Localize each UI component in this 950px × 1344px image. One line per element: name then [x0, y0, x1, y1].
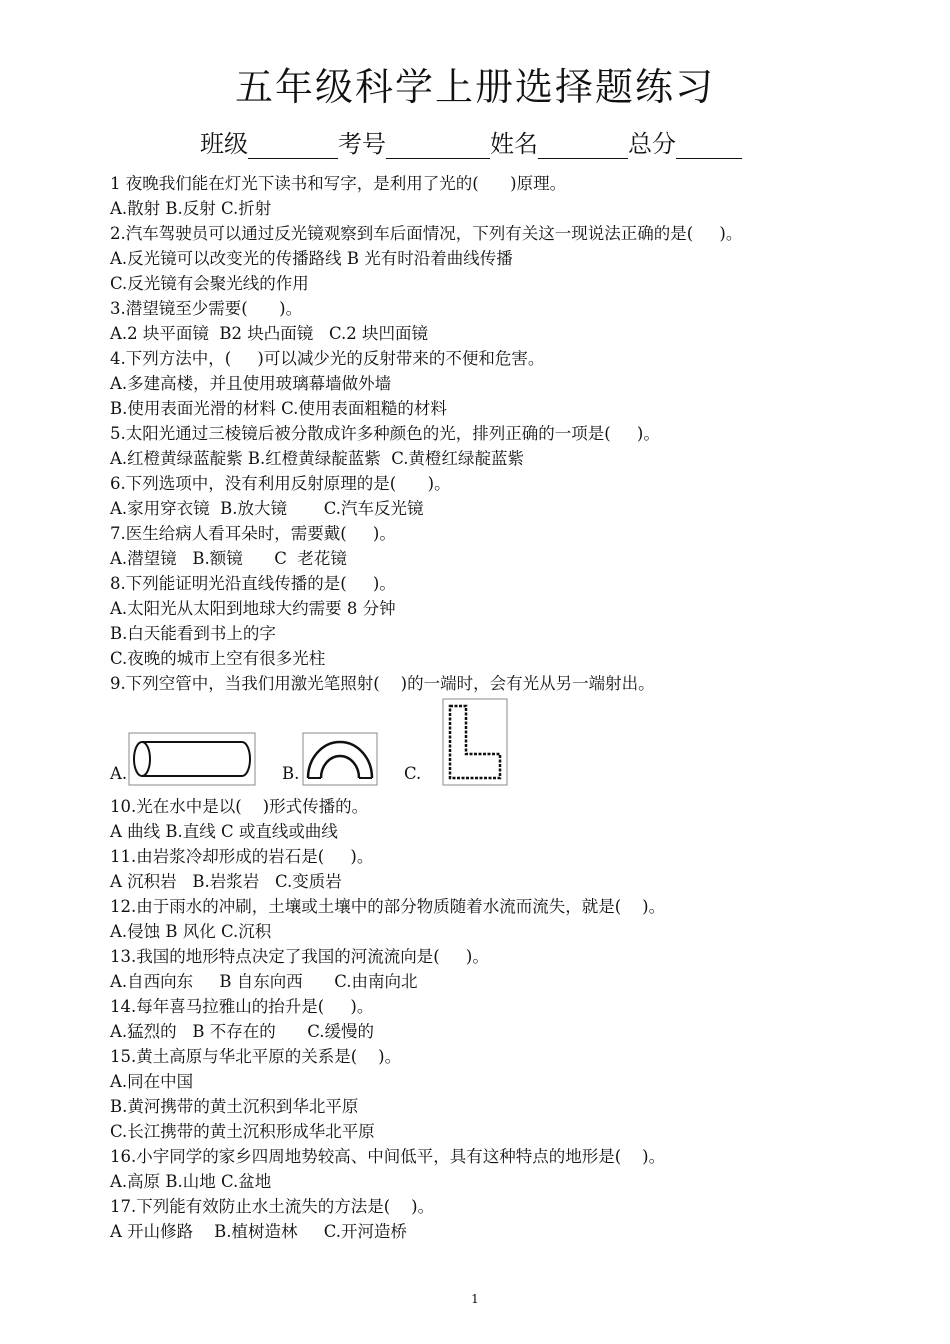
question-line: A 曲线 B.直线 C 或直线或曲线 [110, 822, 338, 841]
question-line: B.使用表面光滑的材料 C.使用表面粗糙的材料 [110, 399, 447, 418]
question-line: 6.下列选项中，没有利用反射原理的是( )。 [110, 474, 451, 493]
question-line: A 开山修路 B.植树造林 C.开河造桥 [110, 1222, 408, 1241]
page-number: 1 [471, 1292, 479, 1306]
question-line: A.太阳光从太阳到地球大约需要 8 分钟 [110, 599, 396, 618]
question-line: A.同在中国 [110, 1072, 194, 1091]
student-info-row [200, 124, 742, 159]
question-line: 9.下列空管中，当我们用激光笔照射( )的一端时，会有光从另一端射出。 [110, 674, 655, 693]
score-blank [676, 128, 742, 159]
question-line: 2.汽车驾驶员可以通过反光镜观察到车后面情况，下列有关这一现说法正确的是( )。 [110, 224, 743, 243]
figure-label-b: B. [282, 764, 300, 783]
question-line: A.侵蚀 B 风化 C.沉积 [110, 922, 272, 941]
question-line: A.家用穿衣镜 B.放大镜 C.汽车反光镜 [110, 499, 424, 518]
question-line: A.潜望镜 B.额镜 C 老花镜 [110, 549, 347, 568]
exam-no-label: 考号 [338, 130, 386, 158]
question-line: 10.光在水中是以( )形式传播的。 [110, 797, 369, 816]
question-line: 17.下列能有效防止水土流失的方法是( )。 [110, 1197, 435, 1216]
page-title: 五年级科学上册选择题练习 [234, 65, 715, 109]
arched-tube-figure [302, 732, 378, 786]
straight-tube-figure [128, 732, 256, 786]
questions-part-2 [110, 794, 910, 1244]
question-line: 11.由岩浆冷却形成的岩石是( )。 [110, 847, 374, 866]
question-line: 4.下列方法中，( )可以减少光的反射带来的不便和危害。 [110, 349, 545, 368]
question-line: A.反光镜可以改变光的传播路线 B 光有时沿着曲线传播 [110, 249, 513, 268]
question-line: 12.由于雨水的冲刷，土壤或土壤中的部分物质随着水流而流失，就是( )。 [110, 897, 666, 916]
question-line: 16.小宇同学的家乡四周地势较高、中间低平，具有这种特点的地形是( )。 [110, 1147, 666, 1166]
question-line: 14.每年喜马拉雅山的抬升是( )。 [110, 997, 374, 1016]
question-line: C.夜晚的城市上空有很多光柱 [110, 649, 326, 668]
question-line: A.多建高楼，并且使用玻璃幕墙做外墙 [110, 374, 392, 393]
l-shaped-tube-figure [442, 698, 508, 786]
class-label: 班级 [200, 130, 248, 158]
question-line: 7.医生给病人看耳朵时，需要戴( )。 [110, 524, 396, 543]
exam-no-blank [386, 128, 490, 159]
question-line: B.白天能看到书上的字 [110, 624, 276, 643]
question-line: A.高原 B.山地 C.盆地 [110, 1172, 272, 1191]
class-blank [248, 128, 338, 159]
name-label: 姓名 [490, 130, 538, 158]
question-line: 15.黄土高原与华北平原的关系是( )。 [110, 1047, 402, 1066]
questions-part-1 [110, 171, 910, 696]
figure-label-a: A. [110, 764, 128, 783]
question-line: C.长江携带的黄土沉积形成华北平原 [110, 1122, 375, 1141]
figure-label-c: C. [404, 764, 422, 783]
question-line: A.自西向东 B 自东向西 C.由南向北 [110, 972, 418, 991]
question-line: 5.太阳光通过三棱镜后被分散成许多种颜色的光，排列正确的一项是( )。 [110, 424, 660, 443]
question-line: 8.下列能证明光沿直线传播的是( )。 [110, 574, 396, 593]
name-blank [538, 128, 628, 159]
score-label: 总分 [628, 130, 676, 158]
tube-figures [110, 696, 610, 788]
question-line: 13.我国的地形特点决定了我国的河流流向是( )。 [110, 947, 489, 966]
question-line: A 沉积岩 B.岩浆岩 C.变质岩 [110, 872, 342, 891]
question-line: A.猛烈的 B 不存在的 C.缓慢的 [110, 1022, 375, 1041]
question-line: B.黄河携带的黄土沉积到华北平原 [110, 1097, 359, 1116]
question-line: A.2 块平面镜 B2 块凸面镜 C.2 块凹面镜 [110, 324, 429, 343]
question-line: 3.潜望镜至少需要( )。 [110, 299, 303, 318]
question-line: A.红橙黄绿蓝靛紫 B.红橙黄绿靛蓝紫 C.黄橙红绿靛蓝紫 [110, 449, 525, 468]
question-line: A.散射 B.反射 C.折射 [110, 199, 272, 218]
question-line: C.反光镜有会聚光线的作用 [110, 274, 309, 293]
question-line: 1 夜晚我们能在灯光下读书和写字，是利用了光的( )原理。 [110, 174, 567, 193]
